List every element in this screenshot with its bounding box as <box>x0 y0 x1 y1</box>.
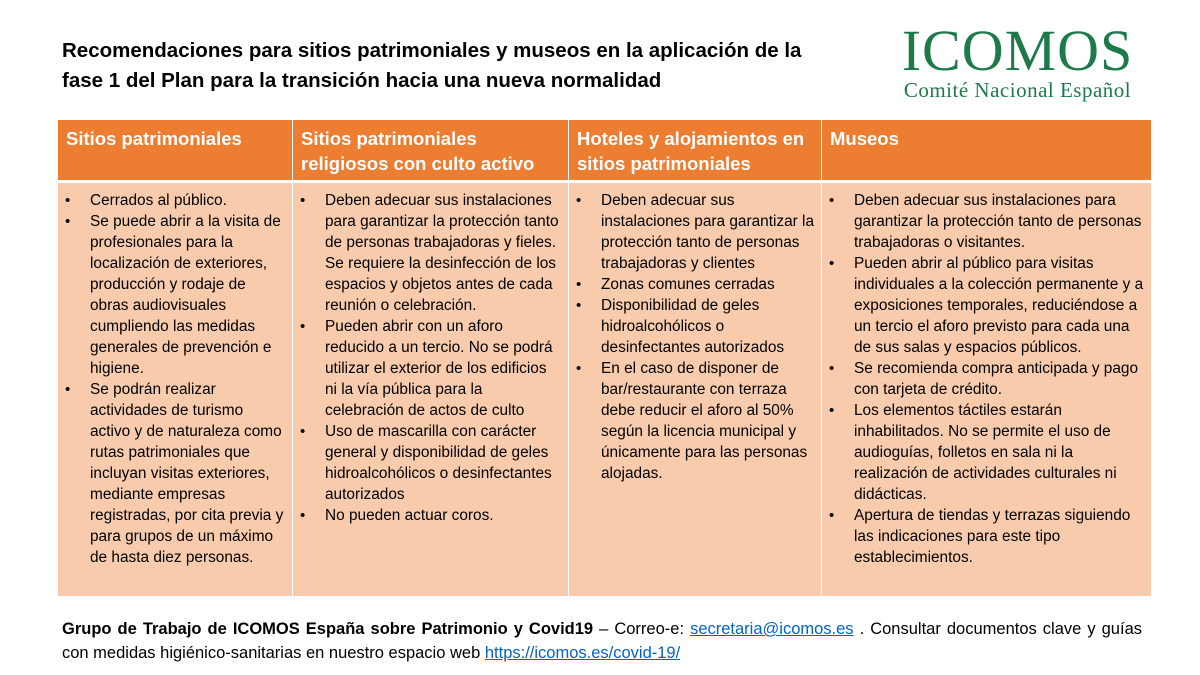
bullet-list <box>826 190 1145 568</box>
header-museos: Museos <box>822 120 1152 182</box>
cell-sitios-patrimoniales <box>58 182 293 597</box>
footer-email-label: – Correo-e: <box>593 620 691 638</box>
list-item: • Los elementos táctiles estarán inhabilitados. No se permite el uso de audioguías, folletos en sala ni la realización de actividades culturales ni didácticas. <box>826 400 1145 505</box>
table-body-row <box>58 182 1151 597</box>
website-link[interactable]: https://icomos.es/covid-19/ <box>484 644 681 662</box>
page-title <box>62 36 862 96</box>
header-sitios-religiosos: Sitios patrimoniales religiosos con culto activo <box>293 120 569 182</box>
list-item: • Uso de mascarilla con carácter general y disponibilidad de geles hidroalcohólicos o desinfectantes autorizados <box>297 421 562 505</box>
list-item: • Apertura de tiendas y terrazas siguiendo las indicaciones para este tipo establecimientos. <box>826 505 1145 568</box>
recommendations-table <box>58 120 1151 596</box>
bullet-list <box>62 190 286 568</box>
list-item: • Deben adecuar sus instalaciones para garantizar la protección tanto de personas trabajadoras o visitantes. <box>826 190 1145 253</box>
header-sitios-patrimoniales: Sitios patrimoniales <box>58 120 293 182</box>
list-item: • Se recomienda compra anticipada y pago con tarjeta de crédito. <box>826 358 1145 400</box>
list-item: • No pueden actuar coros. <box>297 505 562 526</box>
header-hoteles: Hoteles y alojamientos en sitios patrimoniales <box>569 120 822 182</box>
list-item: • Disponibilidad de geles hidroalcohólicos o desinfectantes autorizados <box>573 295 815 358</box>
cell-sitios-religiosos <box>293 182 569 597</box>
list-item: • En el caso de disponer de bar/restaurante con terraza debe reducir el aforo al 50% según la licencia municipal y únicamente para las personas alojadas. <box>573 358 815 484</box>
logo-subtitle: Comité Nacional Español <box>903 78 1132 102</box>
list-item: • Se podrán realizar actividades de turismo activo y de naturaleza como rutas patrimoniales que incluyan visitas exteriores, mediante empresas registradas, por cita previa y para grupos de un máximo de hasta diez personas. <box>62 379 286 568</box>
bullet-list <box>297 190 562 526</box>
list-item: • Pueden abrir con un aforo reducido a un tercio. No se podrá utilizar el exterior de los edificios ni la vía pública para la celebración de actos de culto <box>297 316 562 421</box>
table-header-row <box>58 120 1151 182</box>
cell-museos <box>822 182 1152 597</box>
logo-name: ICOMOS <box>901 18 1134 83</box>
email-link[interactable]: secretaria@icomos.es <box>690 620 854 638</box>
title-line-1: Recomendaciones para sitios patrimoniales y museos en la aplicación de la <box>62 39 802 62</box>
list-item: • Deben adecuar sus instalaciones para garantizar la protección tanto de personas trabajadoras y clientes <box>573 190 815 274</box>
bullet-list <box>573 190 815 484</box>
footer-group-name: Grupo de Trabajo de ICOMOS España sobre Patrimonio y Covid19 <box>62 620 594 638</box>
list-item: • Zonas comunes cerradas <box>573 274 815 295</box>
list-item: • Se puede abrir a la visita de profesionales para la localización de exteriores, producción y rodaje de obras audiovisuales cumpliendo las medidas generales de prevención e higiene. <box>62 211 286 379</box>
list-item: • Cerrados al público. <box>62 190 286 211</box>
icomos-logo <box>890 18 1145 102</box>
footer-middle-text: . Consultar documentos clave y guías con medidas higiénico-sanitarias en nuestro espacio web <box>62 620 1142 662</box>
cell-hoteles <box>569 182 822 597</box>
footer-note <box>62 617 1142 665</box>
list-item: • Deben adecuar sus instalaciones para garantizar la protección tanto de personas trabajadoras y fieles. Se requiere la desinfección de los espacios y objetos antes de cada reunión o celebración. <box>297 190 562 316</box>
list-item: • Pueden abrir al público para visitas individuales a la colección permanente y a exposiciones temporales, reduciéndose a un tercio el aforo previsto para cada una de sus salas y espacios públicos. <box>826 253 1145 358</box>
title-line-2: fase 1 del Plan para la transición hacia una nueva normalidad <box>62 69 662 92</box>
